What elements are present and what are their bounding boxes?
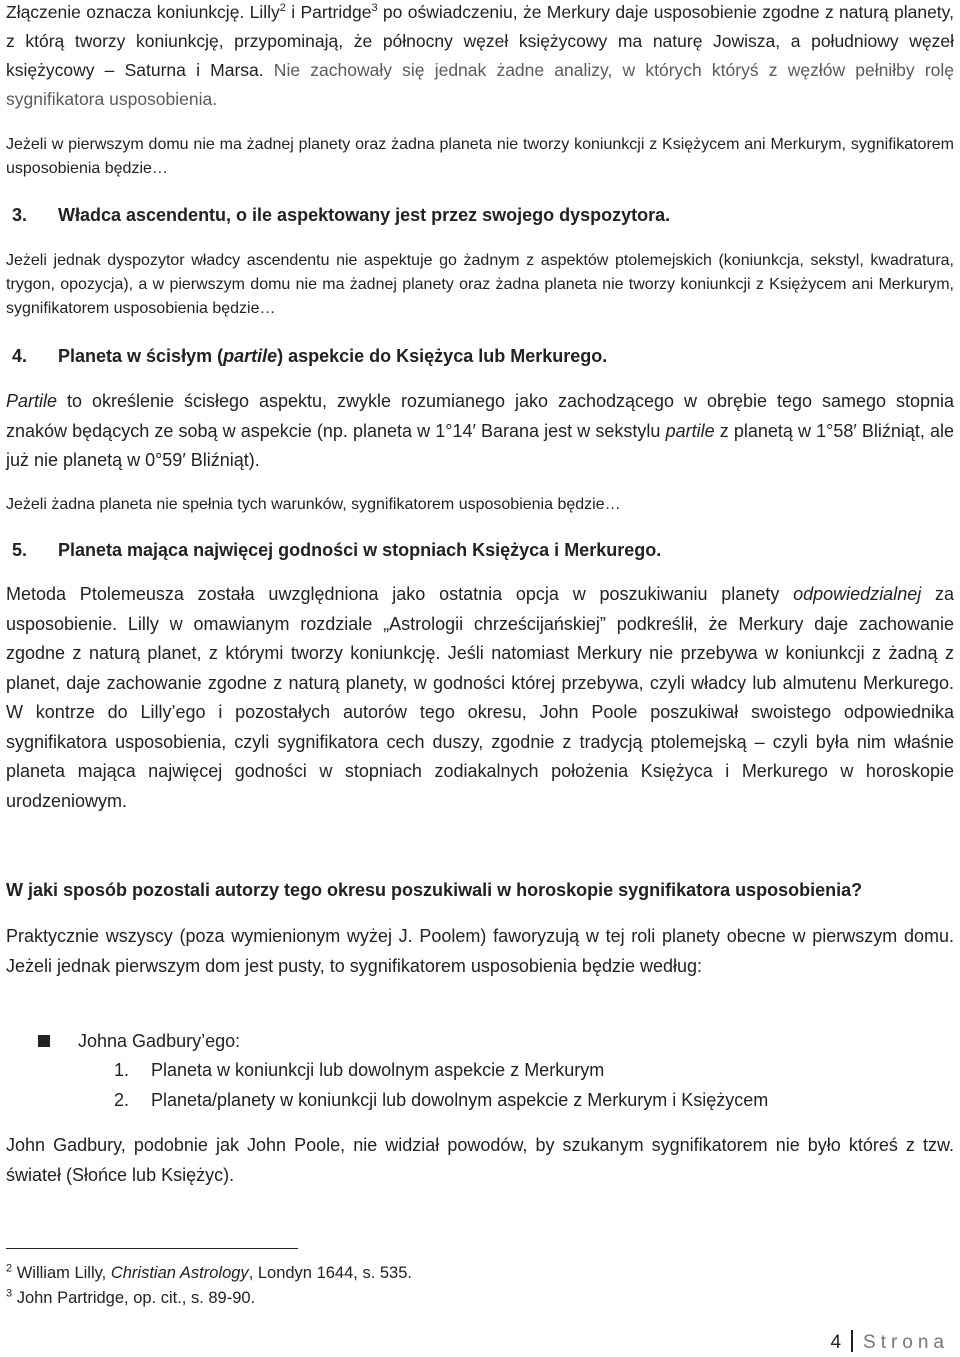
paragraph-no-planet: Jeżeli żadna planeta nie spełnia tych warunków, sygnifikatorem usposobienia będzie…	[6, 496, 621, 513]
paragraph-other-authors: Praktycznie wszyscy (poza wymienionym wyżej J. Poolem) faworyzują w tej roli planety obecne w pierwszym domu. Jeżeli jednak pierwszym dom jest pusty, to sygnifikatorem usposobienia będzie według:	[6, 926, 954, 976]
bullet-item-gadbury: Johna Gadbury’ego:	[78, 1031, 241, 1051]
paragraph-partile: Partile to określenie ścisłego aspektu, zwykle rozumianego jako zachodzącego w obrębie tego samego stopnia znaków będących ze sobą w aspekcie (np. planeta w 1°14′ Barana jest w sekstylu partile z planetą w 1°58′ Bliźniąt, ale już nie planetą w 0°59′ Bliźniąt).	[6, 391, 954, 470]
paragraph-gadbury: John Gadbury, podobnie jak John Poole, nie widział powodów, by szukanym sygnifikatorem nie było któreś z tzw. świateł (Słońce lub Księżyc).	[6, 1135, 954, 1185]
square-bullet-icon	[38, 1035, 50, 1047]
question-heading: W jaki sposób pozostali autorzy tego okresu poszukiwali w horoskopie sygnifikatora usposobienia?	[6, 880, 863, 900]
heading-5: 5. Planeta mająca najwięcej godności w stopniach Księżyca i Merkurego.	[12, 540, 662, 560]
heading-3: 3. Władca ascendentu, o ile aspektowany jest przez swojego dyspozytora.	[12, 205, 671, 225]
footnote-separator	[6, 1248, 298, 1249]
list-item: 2. Planeta/planety w koniunkcji lub dowolnym aspekcie z Merkurym i Księżycem	[114, 1090, 769, 1110]
paragraph-ptolemy-method: Metoda Ptolemeusza została uwzględniona jako ostatnia opcja w poszukiwaniu planety odpowiedzialnej za usposobienie. Lilly w omawianym rozdziale „Astrologii chrześcijańskiej” podkreślił, że Merkury daje zachowanie zgodne z naturą planet, z którymi tworzy koniunkcję. Jeśli natomiast Merkury nie przebywa w koniunkcji z żadną z planet, daje zachowanie zgodne z naturą planety, w godności której przebywa, czyli władcy lub almutenu Merkurego. W kontrze do Lilly’ego i pozostałych autorów tego okresu, John Poole poszukiwał swoistego odpowiednika sygnifikatora usposobienia, czyli sygnifikatora cech duszy, zgodnie z tradycją ptolemejską – czyli była nim właśnie planeta mająca najwięcej godności w stopniach zodiakalnych położenia Księżyca i Merkurego w horoskopie urodzeniowym.	[6, 584, 955, 811]
footnote-3: $^3$ John Partridge, op. cit., s. 89-90.	[6, 1287, 256, 1307]
page-footer	[830, 1330, 949, 1356]
footnote-ref-3[interactable]: 3	[371, 2, 378, 15]
list-item: 1. Planeta w koniunkcji lub dowolnym aspekcie z Merkurym	[114, 1060, 605, 1080]
paragraph-dispositor: Jeżeli jednak dyspozytor władcy ascendentu nie aspektuje go żadnym z aspektów ptolemejskich (koniunkcja, sekstyl, kwadratura, trygon, opozycja), a w pierwszym domu nie ma żadnej planety oraz żadna planeta nie tworzy koniunkcji z Księżycem ani Merkurym, sygnifikatorem usposobienia będzie…	[6, 252, 954, 317]
page-number: 4	[830, 1332, 842, 1353]
footnote-2: $^2$ William Lilly, Christian Astrology, Londyn 1644, s. 535.	[6, 1262, 412, 1282]
paragraph-empty-first-house: Jeżeli w pierwszym domu nie ma żadnej planety oraz żadna planeta nie tworzy koniunkcji z Księżycem ani Merkurym, sygnifikatorem usposobienia będzie…	[6, 136, 954, 177]
divider	[851, 1330, 853, 1352]
heading-4: 4. Planeta w ścisłym (partile) aspekcie do Księżyca lub Merkurego.	[12, 346, 608, 366]
page-word: Strona	[863, 1332, 949, 1353]
paragraph-nodes: Złączenie oznacza koniunkcję. Lilly$^2$ i Partridge$^3$ po oświadczeniu, że Merkury daje usposobienie zgodne z naturą planety, z którą tworzy koniunkcję, przypominają, że północny węzeł księżycowy ma naturę Jowisza, a południowy węzeł księżycowy – Saturna i Marsa. Nie zachowały się jednak żadne analizy, w których któryś z węzłów pełniłby rolę sygnifikatora usposobienia.	[6, 2, 954, 109]
footnote-ref-2[interactable]: 2	[279, 2, 286, 15]
